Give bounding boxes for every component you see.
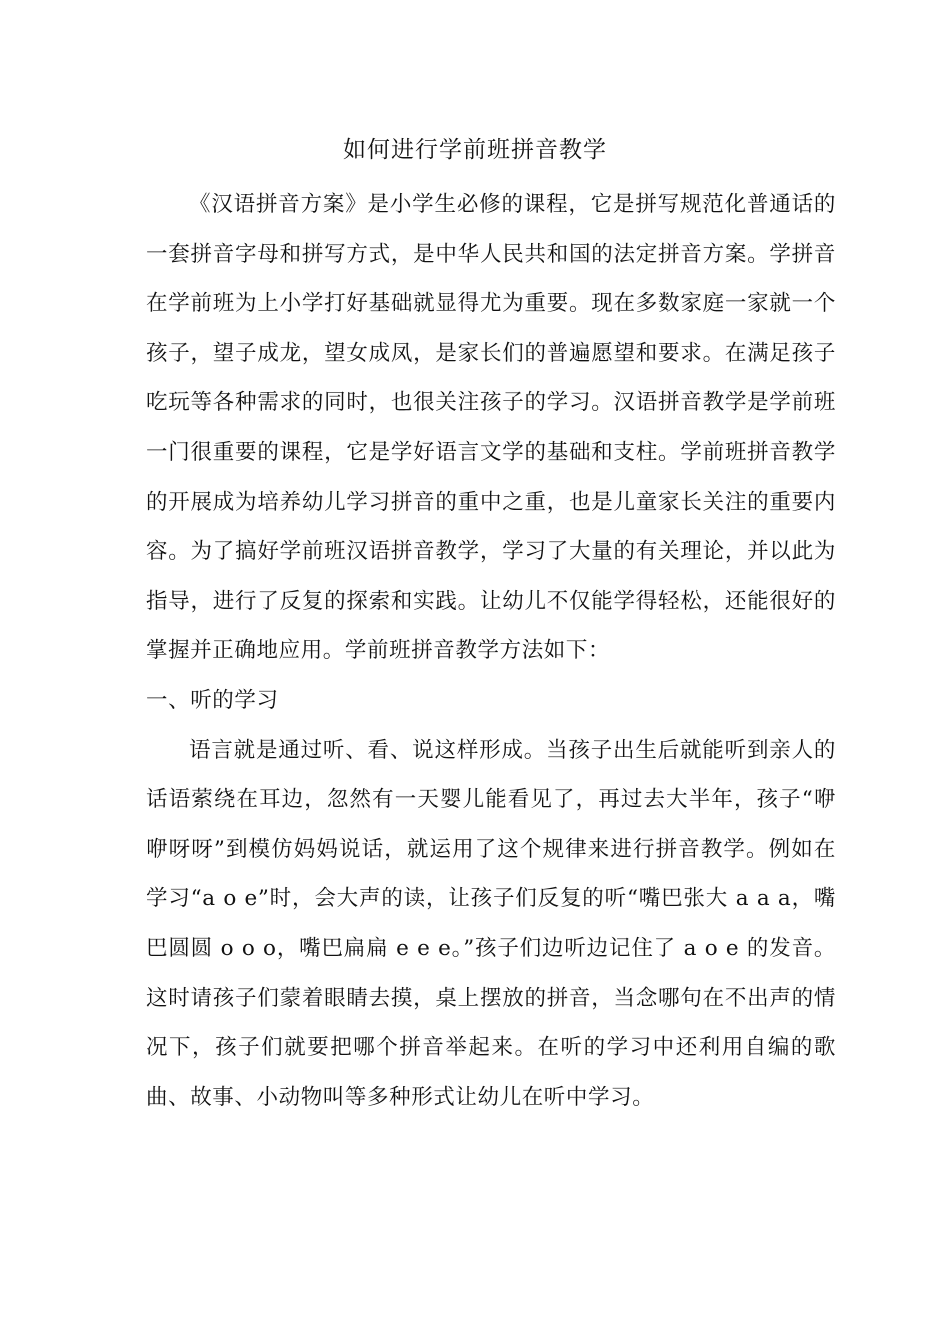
intro-paragraph: 《汉语拼音方案》是小学生必修的课程，它是拼写规范化普通话的一套拼音字母和拼写方式，是中华人民共和国的法定拼音方案。学拼音在学前班为上小学打好基础就显得尤为重要。现在多数家庭一家就一个孩子，望子成龙，望女成凤，是家长们的普遍愿望和要求。在满足孩子吃玩等各种需求的同时，也很关注孩子的学习。汉语拼音教学是学前班一门很重要的课程，它是学好语言文学的基础和支柱。学前班拼音教学的开展成为培养幼儿学习拼音的重中之重，也是儿童家长关注的重要内容。为了搞好学前班汉语拼音教学，学习了大量的有关理论，并以此为指导，进行了反复的探索和实践。让幼儿不仅能学得轻松，还能很好的掌握并正确地应用。学前班拼音教学方法如下： [146,192,836,664]
listening-paragraph: 语言就是通过听、看、说这样形成。当孩子出生后就能听到亲人的话语萦绕在耳边，忽然有一天婴儿能看见了，再过去大半年，孩子“咿咿呀呀”到模仿妈妈说话，就运用了这个规律来进行拼音教学。例如在学习“a o e”时，会大声的读，让孩子们反复的听“嘴巴张大 a a a，嘴巴圆圆 o o o，嘴巴扁扁 e e e。”孩子们边听边记住了 a o e 的发音。这时请孩子们蒙着眼睛去摸，桌上摆放的拼音，当念哪句在不出声的情况下，孩子们就要把哪个拼音举起来。在听的学习中还利用自编的歌曲、故事、小动物叫等多种形式让幼儿在听中学习。 [146,737,836,1110]
document-title: 如何进行学前班拼音教学 [343,137,607,163]
section-heading-listening: 一、听的学习 [146,687,279,713]
document-body [146,180,836,1122]
